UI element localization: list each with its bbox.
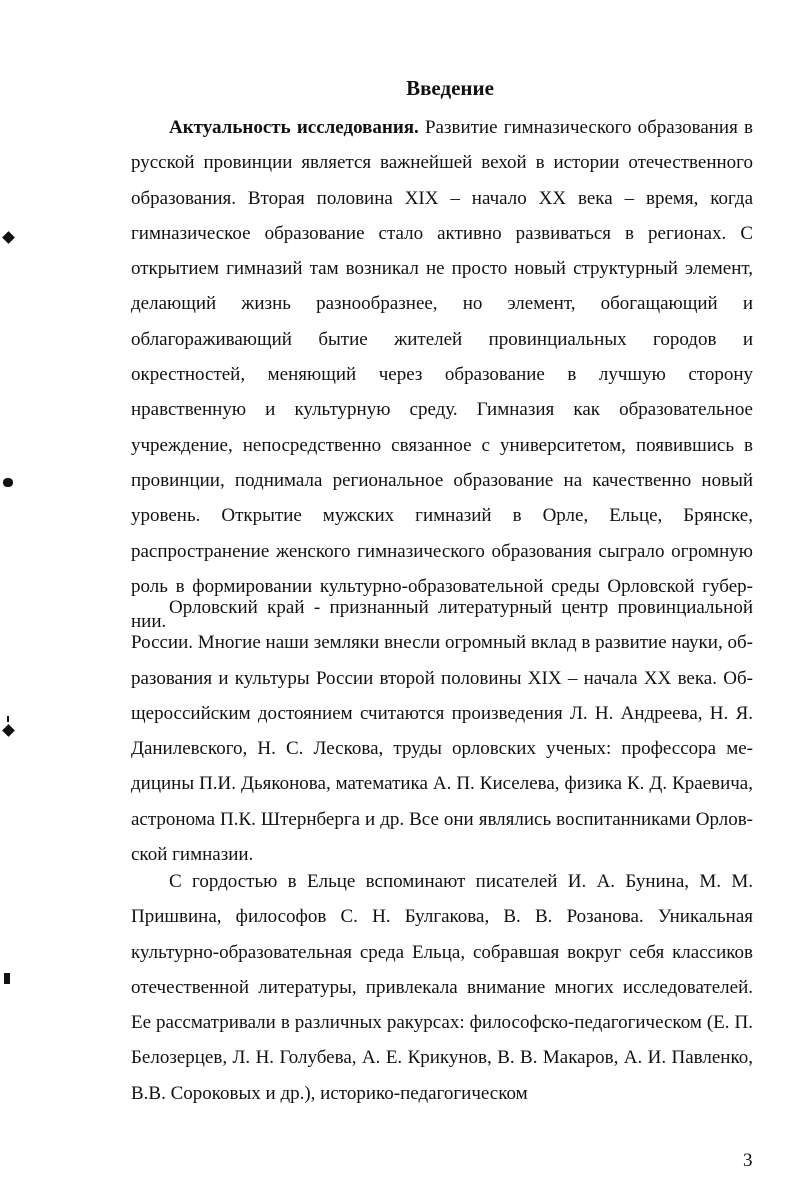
scan-artifact-mark (3, 478, 13, 487)
paragraph-orel-region (131, 590, 753, 872)
scan-artifact-mark (2, 231, 15, 244)
paragraph-text: Развитие гимназического образования в русской провинции является важнейшей вехой в истории отечественного образования. Вторая половина XIX – начало XX века – время, когда гимназическое образование стало активно развиваться в регионах. С открытием гимназий там возникал не просто новый структурный элемент, делающий жизнь разнообразнее, но элемент, обогащающий и облагораживающий бытие жителей провинциальных городов и окрестностей, меняющий через образование в лучшую сторону нравственную и культурную среду. Гимназия как образовательное учреждение, непосредственно связанное с университетом, появившись в провинции, поднимала региональное образование на качественно новый уровень. Открытие мужских гимназий в Орле, Ельце, Брянске, распространение женского гимназического образования сыграло огромную роль в формировании культурно-образовательной среды Орловской губернии. (131, 117, 753, 633)
paragraph-lead: Актуальность исследования. (169, 117, 419, 138)
paragraph-text: Орловский край - признанный литературный центр провинциальной России. Многие наши земляки внесли огромный вклад в развитие науки, образования и культуры России второй половины XIX – начала XX века. Общероссийским достоянием считаются произведения Л. Н. Андреева, Н. Я. Данилевского, Н. С. Лескова, труды орловских ученых: профессора медицины П.И. Дьяконова, математика А. П. Киселева, физика К. Д. Краевича, астронома П.К. Штернберга и др. Все они являлись воспитанниками Орловской гимназии. (131, 597, 753, 866)
scan-artifact-mark (4, 973, 10, 984)
paragraph-relevance (131, 110, 753, 639)
paragraph-yelets (131, 864, 753, 1111)
paragraph-text: С гордостью в Ельце вспоминают писателей И. А. Бунина, М. М. Пришвина, философов С. Н. Булгакова, В. В. Розанова. Уникальная культурно-образовательная среда Ельца, собравшая вокруг себя классиков отечественной литературы, привлекала внимание многих исследователей. Ее рассматривали в различных ракурсах: философско-педагогическом (Е. П. Белозерцев, Л. Н. Голубева, А. Е. Крикунов, В. В. Макаров, А. И. Павленко, В.В. Сороковых и др.), историко-педагогическом (131, 871, 753, 1104)
page-title: Введение (406, 76, 494, 100)
scan-artifact-mark (2, 724, 15, 737)
scan-artifact-mark (7, 716, 9, 722)
page-number: 3 (743, 1150, 753, 1171)
